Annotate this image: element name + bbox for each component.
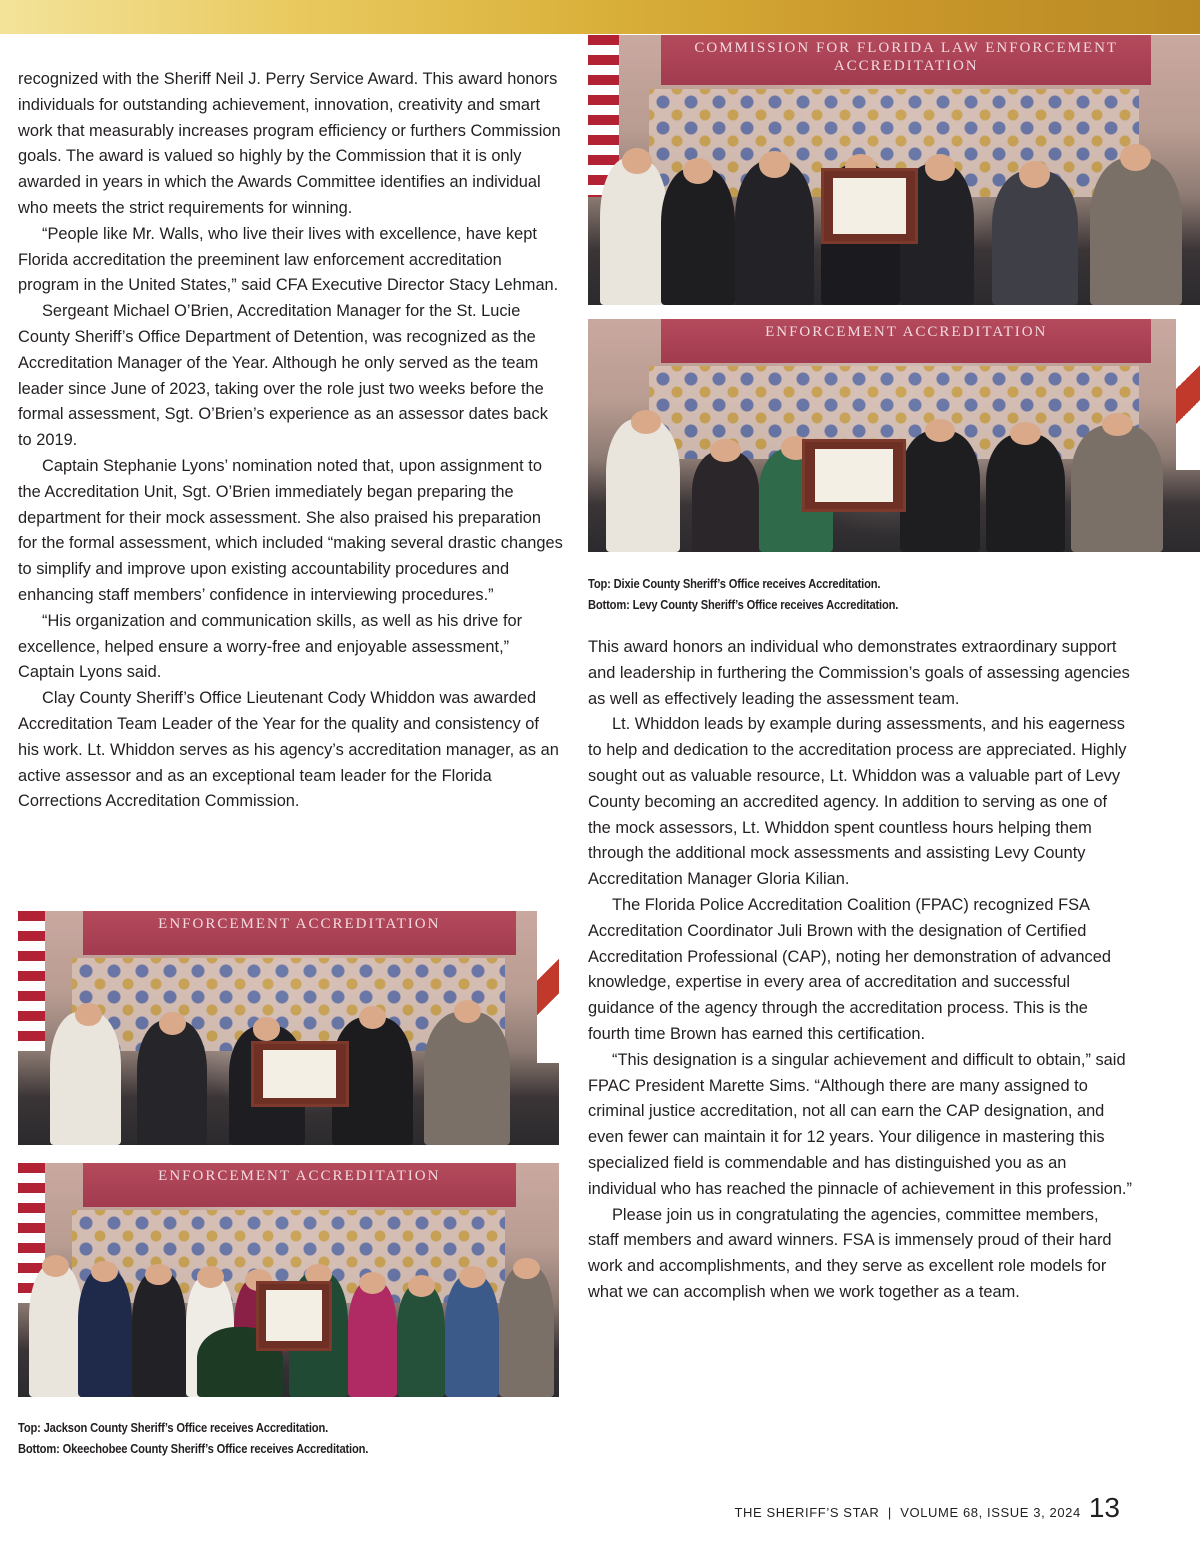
paragraph: Lt. Whiddon leads by example during assessments, and his eagerness to help and dedication to the accreditation process are appreciated. Highly sought out as valuable resource, Lt. Whiddon was a valuable part of Levy County becoming an accredited agency. In addition to serving as one of the mock assessors, Lt. Whiddon spent countless hours helping them through the additional mock assessments and assisting Levy County Accreditation Manager Gloria Kilian.	[588, 715, 1127, 889]
photo-levy-county	[588, 319, 1200, 552]
paragraph: This award honors an individual who demonstrates extraordinary support and leadership in furthering the Commission’s goals of assessing agencies as well as effectively leading the assessment team.	[588, 638, 1130, 708]
header-gold-bar	[0, 0, 1200, 34]
paragraph: “People like Mr. Walls, who live their lives with excellence, have kept Florida accreditation the preeminent law enforcement accreditation program in the United States,” said CFA Executive Director Stacy Lehman.	[18, 224, 559, 295]
photo-caption-right	[588, 573, 898, 615]
paragraph: Sergeant Michael O’Brien, Accreditation Manager for the St. Lucie County Sheriff’s Office Department of Detention, was recognized as the Accreditation Manager of the Year. Although he only served as the team leader since June of 2023, taking over the role just two weeks before the formal assessment, Sgt. O’Brien’s experience as an assessor dates back to 2019.	[18, 302, 548, 450]
caption-line: Top: Dixie County Sheriff’s Office receives Accreditation.	[588, 576, 881, 591]
paragraph: The Florida Police Accreditation Coalition (FPAC) recognized FSA Accreditation Coordinator Juli Brown with the designation of Certified Accreditation Professional (CAP), noting her demonstration of advanced knowledge, expertise in every area of accreditation and successful guidance of the agency through the accreditation process. This is the fourth time Brown has earned this certification.	[588, 895, 1111, 1043]
group-of-people	[588, 408, 1200, 552]
caption-line: Top: Jackson County Sheriff’s Office receives Accreditation.	[18, 1420, 329, 1435]
publication-info: THE SHERIFF’S STAR | VOLUME 68, ISSUE 3, 2024	[734, 1505, 1081, 1520]
photo-banner: ENFORCEMENT ACCREDITATION	[83, 1163, 516, 1207]
photo-banner: ENFORCEMENT ACCREDITATION	[83, 911, 516, 955]
right-text-column	[588, 635, 1133, 1306]
group-of-people	[18, 1000, 559, 1145]
page-footer	[735, 1494, 1120, 1522]
photo-jackson-county	[18, 911, 559, 1145]
paragraph: “His organization and communication skills, as well as his drive for excellence, helped ensure a worry-free and enjoyable assessment,” Captain Lyons said.	[18, 611, 523, 682]
group-of-people	[588, 138, 1200, 305]
photo-banner: COMMISSION FOR FLORIDA LAW ENFORCEMENT ACCREDITATION	[661, 35, 1151, 85]
left-text-column	[18, 67, 563, 815]
photo-okeechobee-county	[18, 1163, 559, 1397]
caption-line: Bottom: Levy County Sheriff’s Office receives Accreditation.	[588, 597, 899, 612]
paragraph: recognized with the Sheriff Neil J. Perry Service Award. This award honors individuals for outstanding achievement, innovation, creativity and smart work that measurably increases program efficiency or furthers Commission goals. The award is valued so highly by the Commission that it is only awarded in years in which the Awards Committee identifies an individual who meets the strict requirements for winning.	[18, 70, 561, 217]
photo-banner: ENFORCEMENT ACCREDITATION	[661, 319, 1151, 363]
photo-caption-left	[18, 1417, 368, 1459]
paragraph: Captain Stephanie Lyons’ nomination noted that, upon assignment to the Accreditation Unit, Sgt. O’Brien immediately began preparing the department for their mock assessment. She also praised his preparation for the formal assessment, which included “making several drastic changes to simplify and improve upon existing accountability procedures and enhancing staff members’ confidence in interviewing procedures.”	[18, 456, 563, 604]
paragraph: “This designation is a singular achievement and difficult to obtain,” said FPAC President Marette Sims. “Although there are many assigned to criminal justice accreditation, not all can earn the CAP designation, and even fewer can maintain it for 12 years. Your diligence in mastering this specialized field is commendable and has distinguished you as an individual who has reached the pinnacle of achievement in this profession.”	[588, 1050, 1132, 1198]
paragraph: Please join us in congratulating the agencies, committee members, staff members and award winners. FSA is immensely proud of their hard work and accomplishments, and they serve as excellent role models for what we can accomplish when we work together as a team.	[588, 1205, 1112, 1301]
group-of-people	[18, 1252, 559, 1397]
page-number: 13	[1088, 1492, 1120, 1523]
photo-dixie-county	[588, 35, 1200, 305]
paragraph: Clay County Sheriff’s Office Lieutenant Cody Whiddon was awarded Accreditation Team Leader of the Year for the quality and consistency of his work. Lt. Whiddon serves as his agency’s accreditation manager, as an active assessor and as an exceptional team leader for the Florida Corrections Accreditation Commission.	[18, 689, 559, 811]
caption-line: Bottom: Okeechobee County Sheriff’s Office receives Accreditation.	[18, 1441, 369, 1456]
